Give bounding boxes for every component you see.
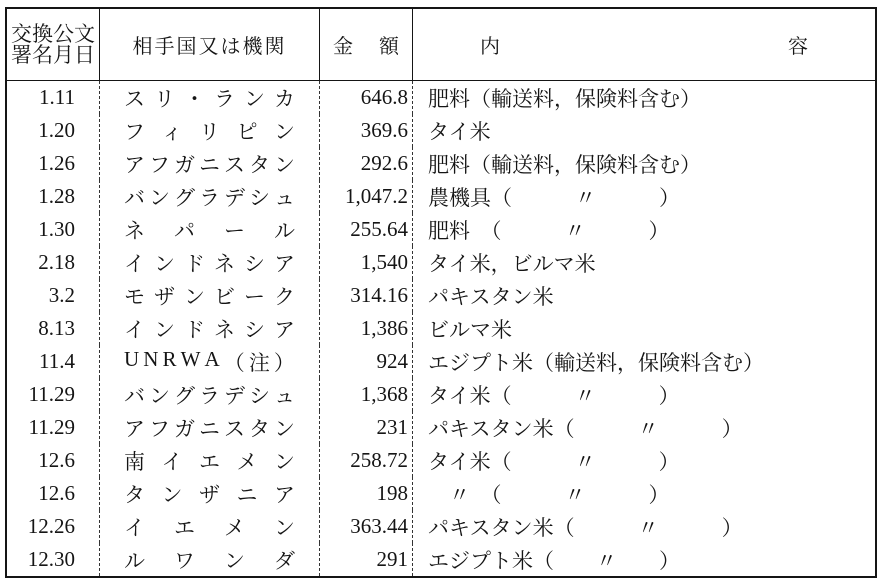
partner-name bbox=[124, 512, 295, 542]
glyph: 内 bbox=[480, 36, 500, 58]
glyph: 容 bbox=[788, 36, 808, 58]
header-sign-date-line-1: 交換公文 bbox=[11, 21, 95, 46]
sign-date-cell: 12.6 bbox=[7, 444, 100, 477]
content-cell: タイ米，ビルマ米 bbox=[428, 251, 596, 276]
sign-date-cell: 12.30 bbox=[7, 543, 100, 576]
amount-cell: 231 bbox=[320, 411, 413, 444]
glyph: シ bbox=[249, 185, 270, 210]
header-row bbox=[7, 9, 875, 81]
glyph: ア bbox=[124, 152, 145, 177]
table-row bbox=[7, 477, 875, 510]
glyph: タ bbox=[249, 416, 270, 441]
partner-cell bbox=[100, 246, 320, 279]
table-row bbox=[7, 444, 875, 477]
glyph: ン bbox=[149, 185, 170, 210]
glyph: ア bbox=[274, 251, 295, 276]
content-cell: エジプト米（輸送料，保険料含む） bbox=[428, 350, 764, 375]
amount-cell: 255.64 bbox=[320, 213, 413, 246]
header-content bbox=[413, 9, 875, 80]
glyph: ン bbox=[161, 482, 183, 507]
glyph: （ bbox=[223, 350, 245, 375]
amount-cell: 1,047.2 bbox=[320, 180, 413, 213]
amount-cell: 314.16 bbox=[320, 279, 413, 312]
glyph: バ bbox=[124, 185, 145, 210]
partner-cell bbox=[100, 114, 320, 147]
glyph: シ bbox=[244, 251, 265, 276]
glyph: ガ bbox=[174, 416, 195, 441]
table-row bbox=[7, 81, 875, 114]
glyph: R bbox=[162, 346, 177, 371]
glyph: W bbox=[180, 346, 201, 371]
sign-date-cell: 11.29 bbox=[7, 378, 100, 411]
glyph: バ bbox=[124, 383, 145, 408]
content-cell: タイ米 bbox=[428, 119, 491, 144]
table-row bbox=[7, 180, 875, 213]
glyph: タ bbox=[249, 152, 270, 177]
partner-cell bbox=[100, 81, 320, 114]
glyph: ン bbox=[274, 119, 295, 144]
glyph: フ bbox=[149, 416, 170, 441]
glyph: モ bbox=[124, 284, 145, 309]
sign-date-cell: 3.2 bbox=[7, 279, 100, 312]
glyph: ン bbox=[274, 515, 295, 540]
partner-name bbox=[124, 413, 295, 443]
glyph: ラ bbox=[199, 383, 220, 408]
glyph: ー bbox=[224, 218, 245, 243]
glyph: ア bbox=[274, 482, 295, 507]
glyph: フ bbox=[124, 119, 145, 144]
amount-cell: 1,368 bbox=[320, 378, 413, 411]
glyph: エ bbox=[174, 515, 195, 540]
glyph: リ bbox=[154, 86, 175, 111]
partner-name bbox=[124, 545, 295, 575]
glyph: 金 bbox=[333, 36, 353, 58]
partner-name bbox=[124, 479, 295, 509]
glyph: ピ bbox=[236, 119, 258, 144]
glyph: ル bbox=[274, 218, 295, 243]
content-cell: 肥料（輸送料，保険料含む） bbox=[428, 86, 701, 111]
sign-date-cell: 1.28 bbox=[7, 180, 100, 213]
header-sign-date-line-2: 署名月日 bbox=[11, 42, 95, 67]
content-cell: ビルマ米 bbox=[428, 317, 512, 342]
glyph: ス bbox=[124, 86, 145, 111]
partner-name bbox=[124, 347, 295, 377]
sign-date-cell: 12.26 bbox=[7, 510, 100, 543]
glyph: フ bbox=[149, 152, 170, 177]
glyph: ） bbox=[273, 350, 295, 375]
glyph: ・ bbox=[184, 86, 205, 111]
glyph: 額 bbox=[379, 36, 399, 58]
glyph: N bbox=[143, 346, 159, 371]
partner-name bbox=[124, 116, 295, 146]
glyph: ス bbox=[224, 416, 245, 441]
content-cell: パキスタン米 bbox=[428, 284, 554, 309]
partner-cell bbox=[100, 378, 320, 411]
sign-date-cell: 1.30 bbox=[7, 213, 100, 246]
amount-cell: 292.6 bbox=[320, 147, 413, 180]
glyph: ザ bbox=[199, 482, 220, 507]
header-sign-date bbox=[7, 9, 100, 80]
content-cell: タイ米（ 〃 ） bbox=[428, 383, 680, 408]
header-amount-label bbox=[333, 30, 399, 59]
partner-cell bbox=[100, 477, 320, 510]
glyph: ア bbox=[274, 317, 295, 342]
header-partner bbox=[100, 9, 320, 80]
sign-date-cell: 11.29 bbox=[7, 411, 100, 444]
glyph: ニ bbox=[236, 482, 258, 507]
glyph: グ bbox=[174, 383, 195, 408]
amount-cell: 363.44 bbox=[320, 510, 413, 543]
glyph: イ bbox=[124, 317, 145, 342]
glyph: ル bbox=[124, 548, 145, 573]
amount-cell: 291 bbox=[320, 543, 413, 576]
amount-cell: 924 bbox=[320, 345, 413, 378]
glyph: ネ bbox=[124, 218, 145, 243]
glyph: ン bbox=[184, 284, 205, 309]
table-row bbox=[7, 246, 875, 279]
glyph: 南 bbox=[124, 449, 145, 474]
partner-cell bbox=[100, 543, 320, 576]
sign-date-cell: 2.18 bbox=[7, 246, 100, 279]
amount-cell: 1,386 bbox=[320, 312, 413, 345]
glyph: メ bbox=[236, 449, 258, 474]
amount-cell: 1,540 bbox=[320, 246, 413, 279]
content-cell: パキスタン米（ 〃 ） bbox=[428, 515, 743, 540]
glyph: ド bbox=[184, 317, 205, 342]
table-row bbox=[7, 114, 875, 147]
glyph: デ bbox=[224, 383, 245, 408]
glyph: シ bbox=[249, 383, 270, 408]
amount-cell: 646.8 bbox=[320, 81, 413, 114]
partner-name bbox=[124, 83, 295, 113]
amount-cell: 198 bbox=[320, 477, 413, 510]
glyph: ン bbox=[149, 383, 170, 408]
glyph: ン bbox=[274, 152, 295, 177]
partner-name bbox=[124, 215, 295, 245]
glyph: ビ bbox=[214, 284, 235, 309]
glyph: タ bbox=[124, 482, 145, 507]
content-cell: 〃 （ 〃 ） bbox=[428, 482, 670, 507]
glyph: イ bbox=[161, 449, 183, 474]
content-cell: エジプト米（ 〃 ） bbox=[428, 548, 680, 573]
partner-name bbox=[124, 380, 295, 410]
sign-date-cell: 1.26 bbox=[7, 147, 100, 180]
glyph: メ bbox=[224, 515, 245, 540]
glyph: ン bbox=[274, 416, 295, 441]
table-body bbox=[7, 81, 875, 576]
glyph: イ bbox=[124, 251, 145, 276]
content-cell: 肥料（輸送料，保険料含む） bbox=[428, 152, 701, 177]
amount-cell: 258.72 bbox=[320, 444, 413, 477]
sign-date-cell: 1.20 bbox=[7, 114, 100, 147]
partner-cell bbox=[100, 411, 320, 444]
table-row bbox=[7, 543, 875, 576]
glyph: イ bbox=[124, 515, 145, 540]
partner-cell bbox=[100, 147, 320, 180]
glyph: パ bbox=[174, 218, 195, 243]
partner-cell bbox=[100, 510, 320, 543]
glyph: ュ bbox=[274, 185, 295, 210]
glyph: A bbox=[204, 346, 220, 371]
glyph: エ bbox=[199, 449, 220, 474]
glyph: ク bbox=[274, 284, 295, 309]
glyph: ン bbox=[154, 317, 175, 342]
glyph: ス bbox=[224, 152, 245, 177]
glyph: ー bbox=[244, 284, 265, 309]
sign-date-cell: 11.4 bbox=[7, 345, 100, 378]
table-row bbox=[7, 411, 875, 444]
partner-cell bbox=[100, 279, 320, 312]
glyph: カ bbox=[274, 86, 295, 111]
partner-cell bbox=[100, 312, 320, 345]
glyph: ラ bbox=[199, 185, 220, 210]
glyph: ド bbox=[184, 251, 205, 276]
partner-name bbox=[124, 446, 295, 476]
glyph: ニ bbox=[199, 416, 220, 441]
table-row bbox=[7, 345, 875, 378]
glyph: グ bbox=[174, 185, 195, 210]
partner-name bbox=[124, 314, 295, 344]
glyph: ニ bbox=[199, 152, 220, 177]
glyph: ダ bbox=[274, 548, 295, 573]
partner-name bbox=[124, 149, 295, 179]
glyph: ン bbox=[244, 86, 265, 111]
glyph: ガ bbox=[174, 152, 195, 177]
partner-cell bbox=[100, 180, 320, 213]
glyph: 注 bbox=[248, 350, 270, 375]
glyph: ア bbox=[124, 416, 145, 441]
partner-cell bbox=[100, 345, 320, 378]
aid-table bbox=[5, 7, 877, 578]
table-row bbox=[7, 378, 875, 411]
glyph: ン bbox=[274, 449, 295, 474]
table-row bbox=[7, 147, 875, 180]
glyph: ワ bbox=[174, 548, 195, 573]
glyph: ネ bbox=[214, 251, 235, 276]
glyph: ザ bbox=[154, 284, 175, 309]
content-cell: タイ米（ 〃 ） bbox=[428, 449, 680, 474]
amount-cell: 369.6 bbox=[320, 114, 413, 147]
partner-name bbox=[124, 248, 295, 278]
sign-date-cell: 12.6 bbox=[7, 477, 100, 510]
sign-date-cell: 1.11 bbox=[7, 81, 100, 114]
content-cell: パキスタン米（ 〃 ） bbox=[428, 416, 743, 441]
table-row bbox=[7, 213, 875, 246]
sign-date-cell: 8.13 bbox=[7, 312, 100, 345]
partner-name bbox=[124, 281, 295, 311]
glyph: ン bbox=[154, 251, 175, 276]
table-row bbox=[7, 510, 875, 543]
table-row bbox=[7, 312, 875, 345]
glyph: U bbox=[124, 346, 140, 371]
partner-cell bbox=[100, 444, 320, 477]
glyph: ン bbox=[224, 548, 245, 573]
header-amount bbox=[320, 9, 413, 80]
glyph: ィ bbox=[161, 119, 183, 144]
glyph: リ bbox=[199, 119, 220, 144]
partner-cell bbox=[100, 213, 320, 246]
header-partner-label: 相手国又は機関 bbox=[132, 36, 287, 58]
partner-name bbox=[124, 182, 295, 212]
content-cell: 農機具（ 〃 ） bbox=[428, 185, 680, 210]
glyph: デ bbox=[224, 185, 245, 210]
content-cell: 肥料 （ 〃 ） bbox=[428, 218, 670, 243]
glyph: ネ bbox=[214, 317, 235, 342]
glyph: ュ bbox=[274, 383, 295, 408]
table-row bbox=[7, 279, 875, 312]
glyph: シ bbox=[244, 317, 265, 342]
glyph: ラ bbox=[214, 86, 235, 111]
header-content-label bbox=[480, 30, 808, 59]
